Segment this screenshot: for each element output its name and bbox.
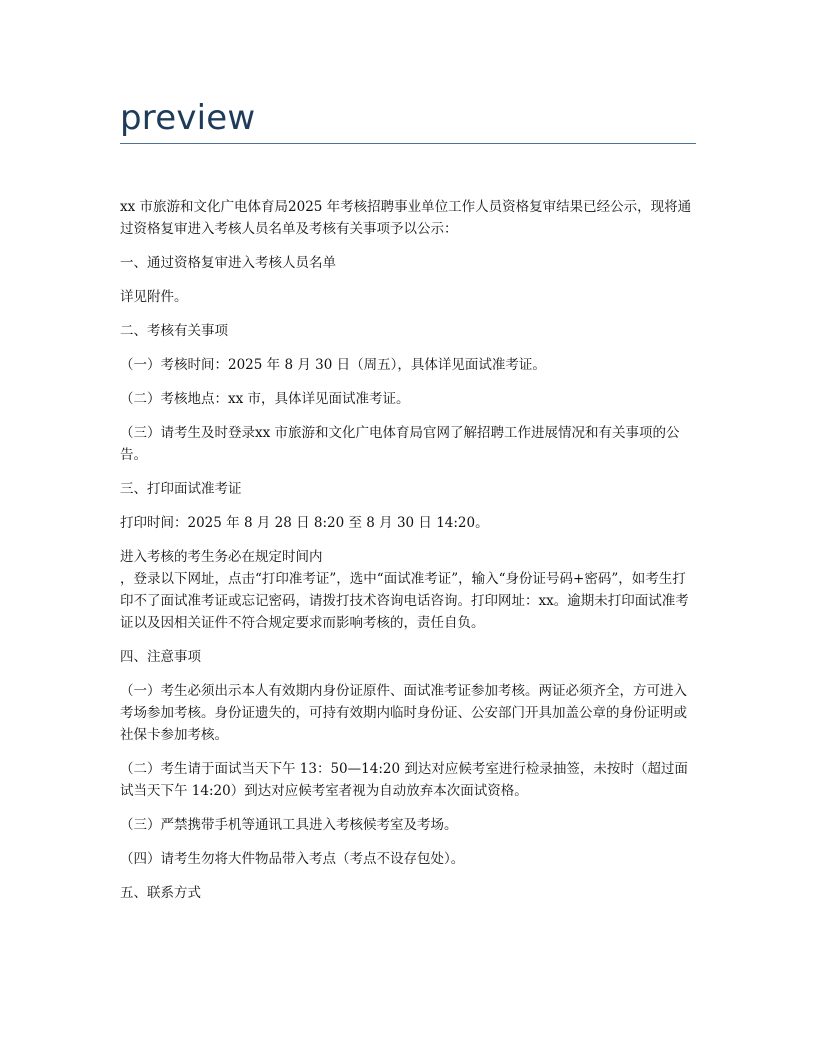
- section-heading-4: 四、注意事项: [120, 649, 201, 665]
- section-heading-5: 五、联系方式: [120, 885, 201, 901]
- body-paragraph: （一）考核时间：2025 年 8 月 30 日（周五），具体详见面试准考证。: [120, 357, 546, 373]
- body-paragraph: （三）请考生及时登录xx 市旅游和文化广电体育局官网了解招聘工作进展情况和有关事项的公告。: [120, 425, 680, 463]
- body-paragraph: （二）考核地点：xx 市，具体详见面试准考证。: [120, 391, 410, 407]
- title-divider: [120, 143, 696, 144]
- document-body: [120, 196, 696, 916]
- body-paragraph: 详见附件。: [120, 289, 188, 305]
- section-heading-2: 二、考核有关事项: [120, 323, 228, 339]
- body-paragraph: 打印时间：2025 年 8 月 28 日 8:20 至 8 月 30 日 14:20。: [120, 515, 489, 531]
- body-paragraph: （二）考生请于面试当天下午 13：50—14:20 到达对应候考室进行检录抽签，未按时（超过面试当天下午 14:20）到达对应候考室者视为自动放弃本次面试资格。: [120, 761, 688, 799]
- intro-paragraph: xx 市旅游和文化广电体育局2025 年考核招聘事业单位工作人员资格复审结果已经公示，现将通过资格复审进入考核人员名单及考核有关事项予以公示：: [120, 199, 692, 237]
- body-paragraph: （三）严禁携带手机等通讯工具进入考核候考室及考场。: [120, 817, 458, 833]
- body-paragraph: 进入考核的考生务必在规定时间内 ，登录以下网址，点击“打印准考证”，选中“面试准考证”，输入“身份证号码+密码”，如考生打印不了面试准考证或忘记密码，请拨打技术咨询电话咨询。打印网址：xx。逾期未打印面试准考证以及因相关证件不符合规定要求而影响考核的，责任自负。: [120, 549, 689, 631]
- page-title: preview: [120, 98, 256, 138]
- section-heading-3: 三、打印面试准考证: [120, 481, 242, 497]
- body-paragraph: （四）请考生勿将大件物品带入考点（考点不设存包处）。: [120, 851, 465, 867]
- body-paragraph: （一）考生必须出示本人有效期内身份证原件、面试准考证参加考核。两证必须齐全，方可进入考场参加考核。身份证遗失的，可持有效期内临时身份证、公安部门开具加盖公章的身份证明或社保卡参加考核。: [120, 683, 687, 743]
- section-heading-1: 一、通过资格复审进入考核人员名单: [120, 255, 336, 271]
